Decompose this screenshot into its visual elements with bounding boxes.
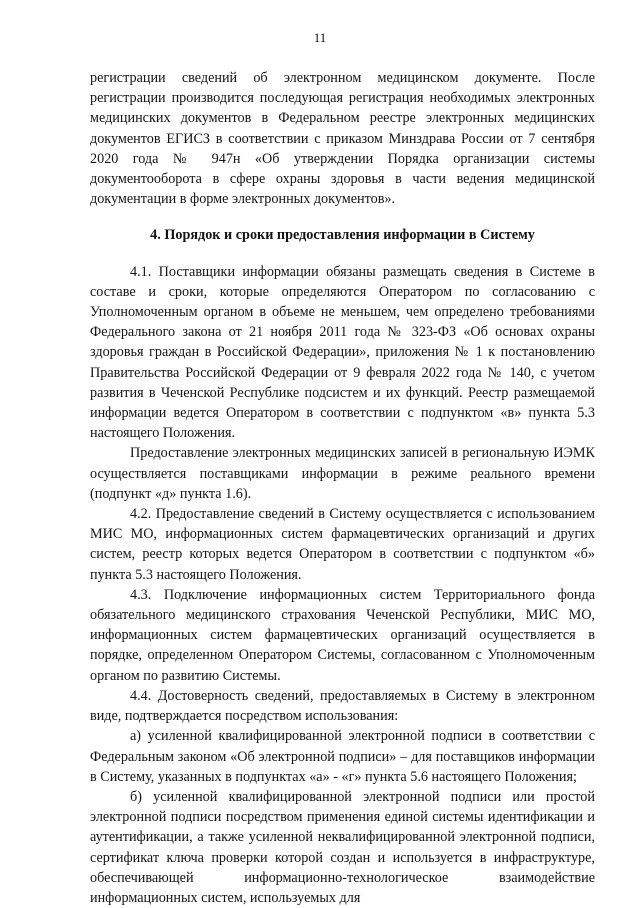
- paragraph-4-3: 4.3. Подключение информационных систем Территориального фонда обязательного медицинского страхования Чеченской Республики, МИС МО, информационных систем фармацевтических организаций осуществляется в порядке, определенном Оператором Системы, согласованном с Уполномоченным органом по развитию Системы.: [90, 586, 595, 684]
- paragraph-registration: регистрации сведений об электронном медицинском документе. После регистрации производится последующая регистрация необходимых электронных медицинских документов в Федеральном реестре электронных медицинских документов ЕГИСЗ в соответствии с приказом Минздрава России от 7 сентября 2020 года № 947н «Об утверждении Порядка организации системы документооборота в сфере охраны здоровья в части ведения медицинской документации в форме электронных документов».: [90, 70, 595, 208]
- paragraph-4-2: 4.2. Предоставление сведений в Систему осуществляется с использованием МИС МО, информационных систем фармацевтических организаций и других систем, реестр которых ведется Оператором в соответствии с подпунктом «б» пункта 5.3 настоящего Положения.: [90, 506, 595, 583]
- paragraph-4-4: 4.4. Достоверность сведений, предоставляемых в Систему в электронном виде, подтверждается посредством использования:: [90, 687, 595, 725]
- paragraph-4-4-b: б) усиленной квалифицированной электронной подписи или простой электронной подписи посредством применения единой системы идентификации и аутентификации, а также усиленной неквалифицированной электронной подписи, сертификат ключа проверки которой создан и используется в инфраструктуре, обеспечивающей информационно-технологическое взаимодействие информационных систем, используемых для: [90, 788, 595, 906]
- section-heading: 4. Порядок и сроки предоставления информации в Систему: [150, 227, 535, 244]
- page-number: 11: [313, 30, 327, 45]
- paragraph-iemk: Предоставление электронных медицинских записей в региональную ИЭМК осуществляется поставщиками информации в режиме реального времени (подпункт «д» пункта 1.6).: [90, 445, 595, 502]
- paragraph-4-4-a: а) усиленной квалифицированной электронной подписи в соответствии с Федеральным законом «Об электронной подписи» – для поставщиков информации в Систему, указанных в подпунктах «а» - «г» пункта 5.6 настоящего Положения;: [90, 728, 595, 785]
- document-body: [90, 68, 595, 908]
- paragraph-4-1: 4.1. Поставщики информации обязаны размещать сведения в Системе в составе и сроки, которые определяются Оператором по согласованию с Уполномоченным органом в объеме не меньшем, чем определено требованиями Федерального закона от 21 ноября 2011 года № 323-ФЗ «Об основах охраны здоровья граждан в Российской Федерации», приложения № 1 к постановлению Правительства Российской Федерации от 9 февраля 2022 года № 140, с учетом развития в Чеченской Республике подсистем и их функций. Реестр размещаемой информации ведется Оператором в соответствии с подпунктом «в» пункта 5.3 настоящего Положения.: [90, 263, 595, 442]
